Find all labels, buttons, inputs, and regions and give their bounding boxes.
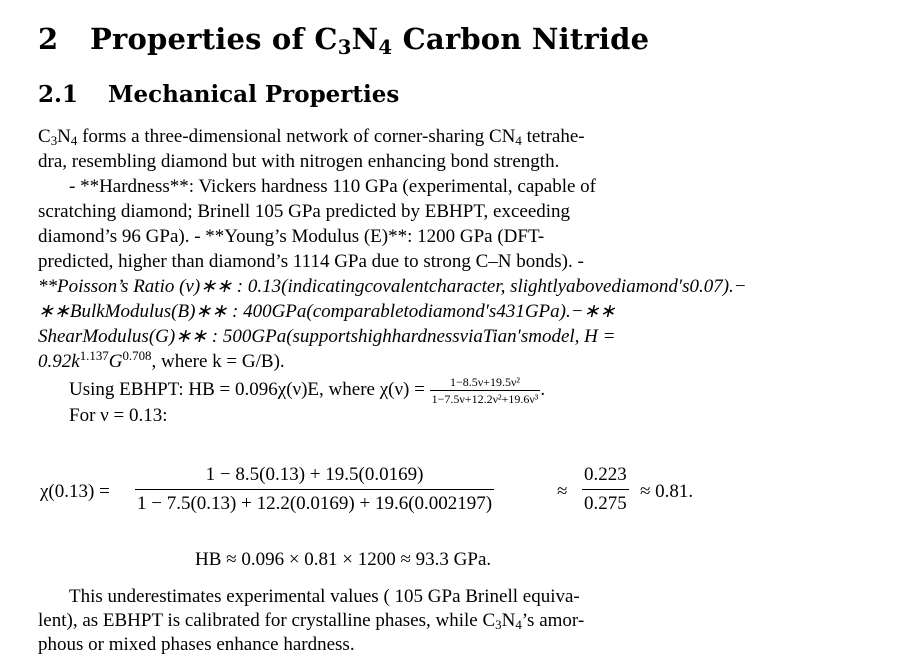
equation-fraction-result: $\frac{0.223}{0.275}$ <box>584 464 627 514</box>
equation-chi: χ(0.13) = $\frac{1 - 8.5(0.13) + 19.5(0.0169)}{1 - 7.5(0.13) + 12.2(0.0169) + 19.6(0.002197)}$ ≈ $\frac{0.223}{0.275}$ ≈ 0.81. <box>40 464 694 514</box>
paragraph-line: $C_3N_4$ forms a three-dimensional network of corner-sharing $CN_4$ tetrahe- <box>38 126 585 149</box>
subsection-title: Mechanical Properties <box>108 81 400 108</box>
section-heading: 2 Properties of $C_3N_4$ Carbon Nitride <box>38 22 650 59</box>
subsection-number: 2.1 <box>38 81 79 108</box>
paragraph-line: This underestimates experimental values ( 105 GPa Brinell equiva- <box>69 586 580 607</box>
paragraph-line: scratching diamond; Brinell 105 GPa predicted by EBHPT, exceeding <box>38 201 571 222</box>
paragraph-line: lent), as EBHPT is calibrated for crystalline phases, while $C_3N_4’s$ amor- <box>38 610 585 633</box>
equation-fraction: $\frac{1 - 8.5(0.13) + 19.5(0.0169)}{1 - 7.5(0.13) + 12.2(0.0169) + 19.6(0.002197)}$ <box>137 464 493 514</box>
paragraph-line: - **Hardness**: Vickers hardness 110 GPa (experimental, capable of <box>69 176 596 197</box>
paragraph-line: For ν = 0.13: <box>69 405 168 426</box>
paragraph-line: dra, resembling diamond but with nitrogen enhancing bond strength. <box>38 151 560 172</box>
paragraph-line: ∗∗BulkModulus(B)∗∗ : 400GPa(comparabletodiamond′s431GPa).−∗∗ <box>38 301 616 322</box>
paragraph-line: ShearModulus(G)∗∗ : 500GPa(supportshighhardnessviaTian′smodel, H = <box>38 326 616 347</box>
paragraph-line: diamond’s 96 GPa). - **Young’s Modulus (E)**: 1200 GPa (DFT- <box>38 226 545 247</box>
equation-hb: HB ≈ 0.096 × 0.81 × 1200 ≈ 93.3 GPa. <box>195 549 492 570</box>
paragraph-line: Using EBHPT: HB = 0.096χ(ν)E, where χ(ν) = $\frac{\text{1−8.5ν+19.5ν²}}{\text{1−7.5ν+12.2ν²+19.6ν³}}$ . <box>69 375 546 406</box>
section-number: 2 <box>38 22 59 56</box>
subsection-heading <box>38 81 399 108</box>
paragraph-line: phous or mixed phases enhance hardness. <box>38 634 355 655</box>
section-title-pre: Properties of C <box>90 22 338 56</box>
paragraph-line: **Poisson’s Ratio (ν)∗∗ : 0.13(indicatingcovalentcharacter, slightlyabovediamond′s0.07).− <box>38 276 747 297</box>
chi-fraction: $\frac{\text{1−8.5ν+19.5ν²}}{\text{1−7.5ν+12.2ν²+19.6ν³}}$ <box>431 375 539 406</box>
paragraph-line: $0.92k^{1.137}G^{0.708}$, where k = G/B). <box>38 347 285 372</box>
paragraph-line: predicted, higher than diamond’s 1114 GPa due to strong C–N bonds). - <box>38 251 584 272</box>
